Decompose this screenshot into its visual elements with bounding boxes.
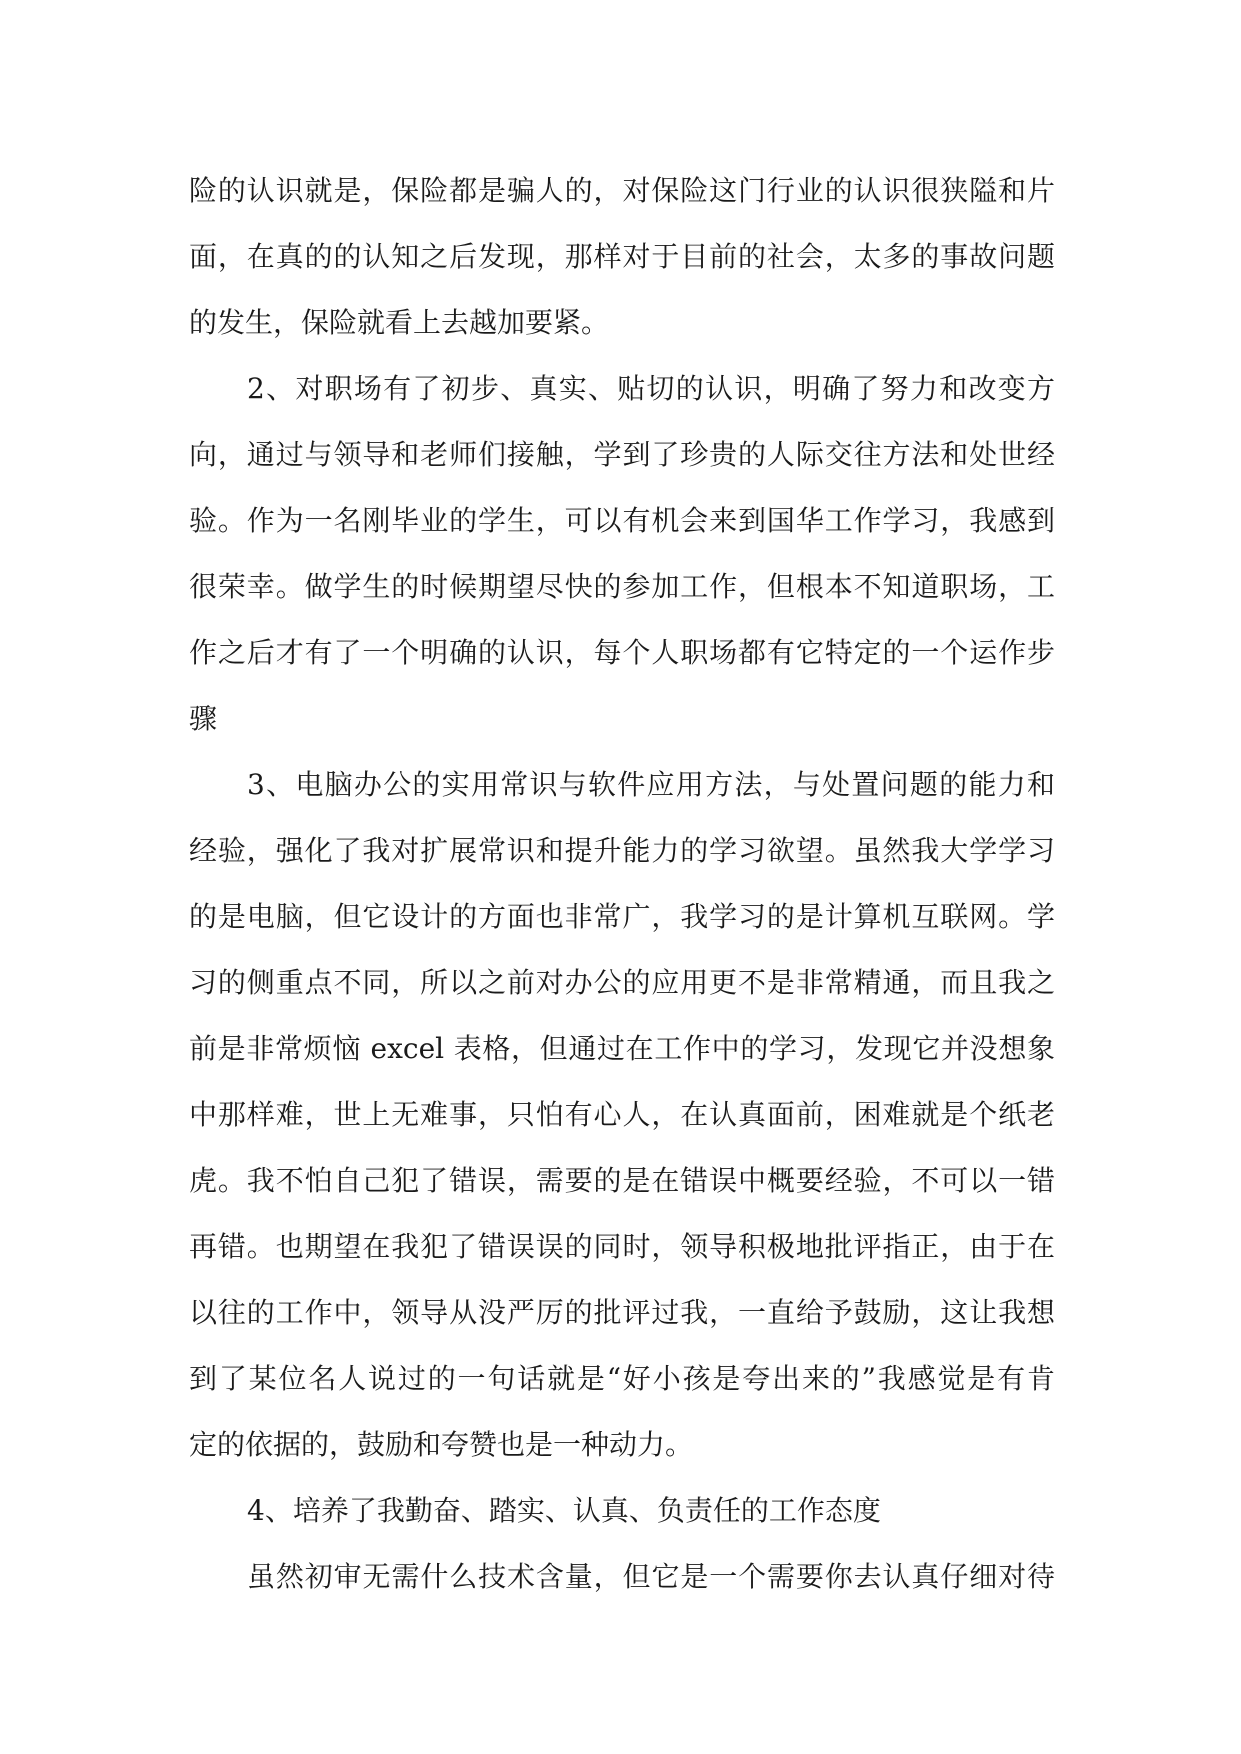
text-line: 验。作为一名刚毕业的学生，可以有机会来到国华工作学习，我感到: [189, 504, 1055, 537]
text-line: 中那样难，世上无难事，只怕有心人，在认真面前，困难就是个纸老: [189, 1098, 1055, 1131]
document-body: [189, 158, 1055, 1610]
text-line: 虎。我不怕自己犯了错误，需要的是在错误中概要经验，不可以一错: [189, 1164, 1055, 1197]
text-line: 很荣幸。做学生的时候期望尽快的参加工作，但根本不知道职场，工: [189, 570, 1055, 603]
text-line: 作之后才有了一个明确的认识，每个人职场都有它特定的一个运作步: [189, 636, 1055, 669]
text-line: 向，通过与领导和老师们接触，学到了珍贵的人际交往方法和处世经: [189, 438, 1055, 471]
text-line: 的发生，保险就看上去越加要紧。: [189, 306, 610, 339]
text-line: 到了某位名人说过的一句话就是“好小孩是夸出来的”我感觉是有肯: [189, 1362, 1055, 1395]
text-line: 4、培养了我勤奋、踏实、认真、负责任的工作态度: [247, 1494, 881, 1527]
text-line: 3、电脑办公的实用常识与软件应用方法，与处置问题的能力和: [247, 768, 1055, 801]
text-line: 习的侧重点不同，所以之前对办公的应用更不是非常精通，而且我之: [189, 966, 1055, 999]
text-line: 骤: [189, 702, 218, 735]
text-line: 定的依据的，鼓励和夸赞也是一种动力。: [189, 1428, 694, 1461]
text-line: 经验，强化了我对扩展常识和提升能力的学习欲望。虽然我大学学习: [189, 834, 1055, 867]
text-line: 前是非常烦恼 excel 表格，但通过在工作中的学习，发现它并没想象: [189, 1032, 1055, 1065]
text-line: 再错。也期望在我犯了错误误的同时，领导积极地批评指正，由于在: [189, 1230, 1055, 1263]
text-line: 2、对职场有了初步、真实、贴切的认识，明确了努力和改变方: [247, 372, 1055, 405]
text-line: 的是电脑，但它设计的方面也非常广，我学习的是计算机互联网。学: [189, 900, 1055, 933]
text-line: 以往的工作中，领导从没严厉的批评过我，一直给予鼓励，这让我想: [189, 1296, 1055, 1329]
text-line: 面，在真的的认知之后发现，那样对于目前的社会，太多的事故问题: [189, 240, 1055, 273]
text-line: 险的认识就是，保险都是骗人的，对保险这门行业的认识很狭隘和片: [189, 174, 1055, 207]
text-line: 虽然初审无需什么技术含量，但它是一个需要你去认真仔细对待: [247, 1560, 1055, 1593]
